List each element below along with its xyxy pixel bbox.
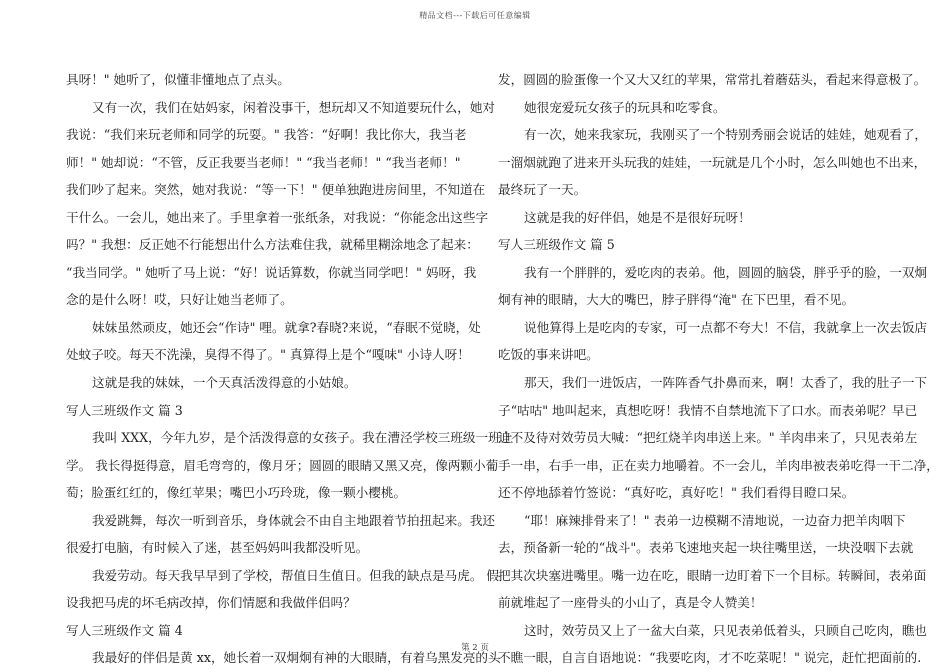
text-line: 迫不及待对效劳员大喊：“把红烧羊肉串送上来。" 羊肉串来了，只见表弟左 bbox=[498, 430, 918, 446]
text-line: 手一串，右手一串，正在卖力地嚼着。不一会儿，羊肉串被表弟吃得一干二净， bbox=[498, 457, 939, 473]
text-line: 我爱跳舞，每次一听到音乐，身体就会不由自主地跟着节拍扭起来。我还 bbox=[92, 512, 495, 528]
text-line: 设我把马虎的坏毛病改掉，你们情愿和我做伴侣吗？ bbox=[66, 595, 356, 611]
right-text-column bbox=[498, 66, 939, 672]
text-line: 吗？" 我想：反正她不行能想出什么方法难住我，就稀里糊涂地念了起来： bbox=[66, 237, 479, 253]
text-line: 她很宠爱玩女孩子的玩具和吃零食。 bbox=[524, 99, 726, 115]
text-line: 很爱打电脑，有时候入了迷，甚至妈妈叫我都没听见。 bbox=[66, 540, 369, 556]
text-line: 我有一个胖胖的，爱吃肉的表弟。他，圆圆的脑袋，胖乎乎的脸，一双炯 bbox=[524, 264, 927, 280]
section-heading: 写人三班级作文 篇 5 bbox=[498, 237, 615, 253]
text-line: 吃饭的事来讲吧。 bbox=[498, 347, 599, 363]
text-line: 萄；脸蛋红红的，像红苹果；嘴巴小巧玲珑，像一颗小樱桃。 bbox=[66, 485, 407, 501]
text-line: 我叫 XXX，今年九岁，是个活泼得意的女孩子。我在漕泾学校三班级一班上 bbox=[92, 430, 514, 446]
text-line: 有一次，她来我家玩，我刚买了一个特别秀丽会说话的娃娃，她观看了， bbox=[524, 127, 927, 143]
text-line: 一溜烟就跑了进来开头玩我的娃娃，一玩就是几个小时，怎么叫她也不出来， bbox=[498, 154, 927, 170]
text-line: 干什么。一会儿，她出来了。手里拿着一张纸条，对我说：“你能念出这些字 bbox=[66, 209, 489, 225]
text-line: 我说：“我们来玩老师和同学的玩耍。" 我答：“好啊！我比你大，我当老 bbox=[66, 127, 467, 143]
page-header: 精品文档---下载后可任意编辑 bbox=[419, 11, 531, 20]
text-line: 子“咕咕" 地叫起来，真想吃呀！我情不自禁地流下了口水。而表弟呢？早已 bbox=[498, 402, 918, 418]
text-line: “我当同学。" 她听了马上说：“好！说话算数，你就当同学吧！" 妈呀，我 bbox=[66, 264, 477, 280]
text-line: 最终玩了一天。 bbox=[498, 182, 587, 198]
text-line: 妹妹虽然顽皮，她还会“作诗" 哩。就拿?春晓?来说，“春眠不觉晓，处 bbox=[92, 319, 481, 335]
text-line: 把其次块塞进嘴里。嘴一边在吃，眼睛一边盯着下一个目标。转瞬间，表弟面 bbox=[498, 567, 927, 583]
text-line: “耶！麻辣排骨来了！" 表弟一边模糊不清地说，一边奋力把羊肉咽下 bbox=[524, 512, 906, 528]
text-line: 那天，我们一进饭店，一阵阵香气扑鼻而来，啊！太香了，我的肚子一下 bbox=[524, 375, 927, 391]
text-line: 炯有神的眼睛，大大的嘴巴，脖子胖得“淹" 在下巴里，看不见。 bbox=[498, 292, 855, 308]
section-heading: 写人三班级作文 篇 4 bbox=[66, 622, 183, 638]
text-line: 这就是我的好伴侣，她是不是很好玩呀！ bbox=[524, 209, 751, 225]
text-line: 这就是我的妹妹，一个天真活泼得意的小姑娘。 bbox=[92, 375, 357, 391]
text-line: 又有一次，我们在姑妈家，闲着没事干，想玩却又不知道要玩什么，她对 bbox=[92, 99, 495, 115]
text-line: 具呀！" 她听了，似懂非懂地点了点头。 bbox=[66, 72, 290, 87]
text-line: 我们吵了起来。突然，她对我说：“等一下！" 便单独跑进房间里，不知道在 bbox=[66, 182, 486, 198]
text-line: 念的是什么呀！哎，只好让她当老师了。 bbox=[66, 292, 293, 308]
section-heading: 写人三班级作文 篇 3 bbox=[66, 402, 183, 418]
page-number: 第 2 页 bbox=[461, 643, 489, 653]
text-line: 学。 我长得挺得意，眉毛弯弯的，像月牙；圆圆的眼睛又黑又亮，像两颗小葡 bbox=[66, 457, 499, 473]
text-line: 我爱劳动。每天我早早到了学校，帮值日生值日。但我的缺点是马虎。 假 bbox=[92, 567, 500, 583]
text-line: 前就堆起了一座骨头的小山了，真是令人赞美！ bbox=[498, 595, 763, 611]
text-line: 处蚊子咬。每天不洗澡，臭得不得了。" 真算得上是个“嘎味" 小诗人呀！ bbox=[66, 347, 470, 363]
text-line: 还不停地舔着竹签说：“真好吃，真好吃！" 我们看得目瞪口呆。 bbox=[498, 485, 855, 501]
text-line: 说他算得上是吃肉的专家，可一点都不夸大！不信，我就拿上一次去饭店 bbox=[524, 319, 927, 335]
text-line: 发，圆圆的脸蛋像一个又大又红的苹果，常常扎着蘑菇头，看起来得意极了。 bbox=[498, 72, 927, 87]
text-line: 去，预备新一轮的“战斗"。表弟飞速地夹起一块往嘴里送，一块没咽下去就 bbox=[498, 540, 914, 556]
text-line: 这时，效劳员又上了一盆大白菜，只见表弟低着头，只顾自己吃肉，瞧也 bbox=[524, 622, 927, 638]
text-line: 我最好的伴侣是黄 xx，她长着一双炯炯有神的大眼睛，有着乌黑发亮的头 bbox=[92, 650, 501, 666]
text-line: 师！" 她却说：“不管，反正我要当老师！" “我当老师！" “我当老师！" bbox=[66, 154, 461, 170]
text-line: 不瞧一眼，自言自语地说：“我要吃肉，才不吃菜呢！" 说完，赶忙把面前的. bbox=[498, 650, 922, 666]
